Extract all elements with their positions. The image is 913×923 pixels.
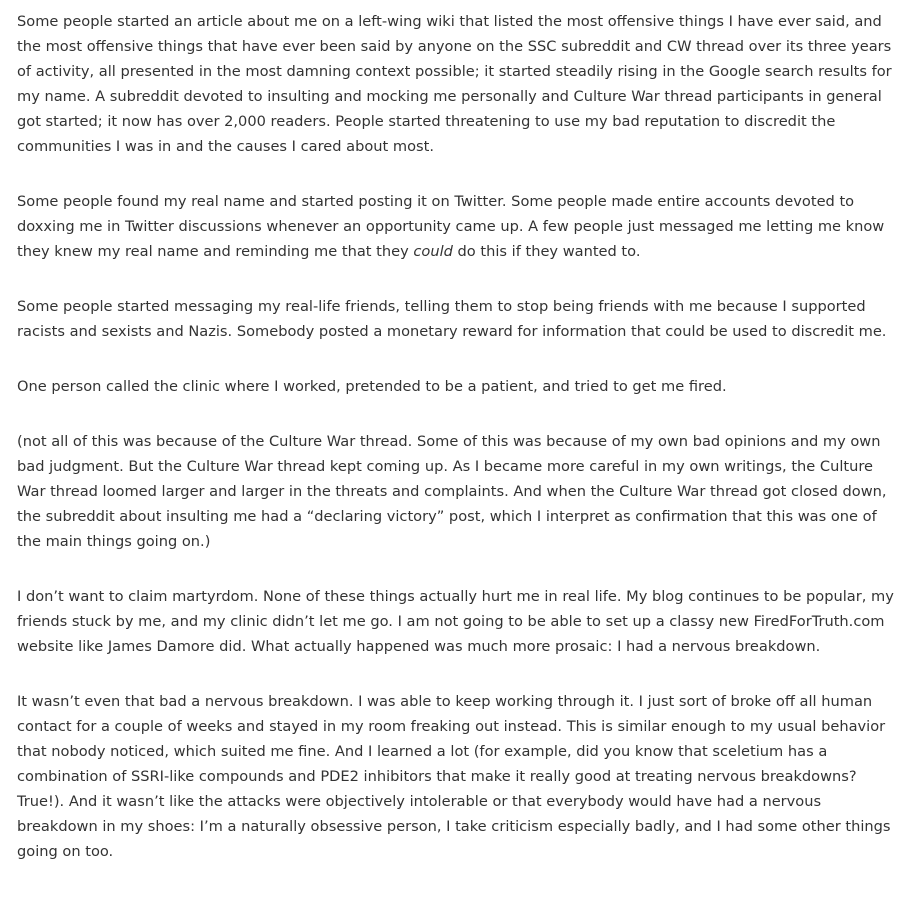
paragraph-martyrdom: I don’t want to claim martyrdom. None of these things actually hurt me in real life. My blog continues to be popular, my friends stuck by me, and my clinic didn’t let me go. I am not going to be able to set up a classy new FiredForTruth.com website like James Damore did. What actually happened was much more prosaic: I had a nervous breakdown. [17,588,894,655]
paragraph-doxxing-text-before: Some people found my real name and started posting it on Twitter. Some people made entire accounts devoted to doxxing me in Twitter discussions whenever an opportunity came up. A few people just messaged me letting me know they knew my real name and reminding me that they [17,193,885,260]
paragraph-doxxing-emphasis: could [413,243,453,260]
paragraph-nervous-breakdown: It wasn’t even that bad a nervous breakdown. I was able to keep working through it. I just sort of broke off all human contact for a couple of weeks and stayed in my room freaking out instead. This is similar enough to my usual behavior that nobody noticed, which suited me fine. And I learned a lot (for example, did you know that sceletium has a combination of SSRI-like compounds and PDE2 inhibitors that make it really good at treating nervous breakdowns? True!). And it wasn’t like the attacks were objectively intolerable or that everybody would have had a nervous breakdown in my shoes: I’m a naturally obsessive person, I take criticism especially badly, and I had some other things going on too. [17,693,891,860]
paragraph-clinic-call: One person called the clinic where I worked, pretended to be a patient, and tried to get me fired. [17,378,727,395]
paragraph-friends: Some people started messaging my real-life friends, telling them to stop being friends with me because I supported racists and sexists and Nazis. Somebody posted a monetary reward for information that could be used to discredit me. [17,298,887,340]
paragraph-wiki-article: Some people started an article about me on a left-wing wiki that listed the most offensive things I have ever said, and the most offensive things that have ever been said by anyone on the SSC subreddit and CW thread over its three years of activity, all presented in the most damning context possible; it started steadily rising in the Google search results for my name. A subreddit devoted to insulting and mocking me personally and Culture War thread participants in general got started; it now has over 2,000 readers. People started threatening to use my bad reputation to discredit the communities I was in and the causes I cared about most. [17,13,892,155]
paragraph-doxxing [17,189,903,264]
paragraph-culture-war-note: (not all of this was because of the Culture War thread. Some of this was because of my own bad opinions and my own bad judgment. But the Culture War thread kept coming up. As I became more careful in my own writings, the Culture War thread loomed larger and larger in the threats and complaints. And when the Culture War thread got closed down, the subreddit about insulting me had a “declaring victory” post, which I interpret as confirmation that this was one of the main things going on.) [17,433,887,550]
paragraph-doxxing-text-after: do this if they wanted to. [452,243,641,260]
